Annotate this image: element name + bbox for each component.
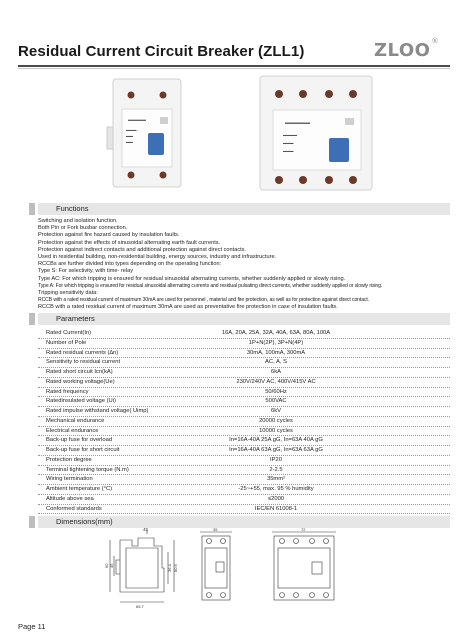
svg-text:▬▬▬▬▬: ▬▬▬▬▬: [285, 120, 310, 126]
function-line: Type AC: For which tripping is ensured for residual sinusoidal alternating currents, whether suddenly applied or slowly rising.: [38, 275, 346, 282]
terminal-screw: [349, 90, 357, 98]
outline-4p: [274, 536, 334, 600]
param-value: In=16A-40A 63A gG, In=63A 63A gG: [229, 447, 323, 453]
table-row: [38, 358, 450, 368]
profile-outline: [120, 538, 164, 592]
din-rail: [116, 560, 120, 574]
terminal-screw: [299, 90, 307, 98]
dimensions-heading-bar: [38, 516, 450, 528]
param-value: 500VAC: [265, 398, 287, 405]
param-name: Conformed standards: [46, 505, 102, 512]
param-value: 10000 cycles: [259, 427, 293, 434]
parameters-heading-bar: [38, 313, 450, 325]
terminal-screw: [349, 176, 357, 184]
svg-text:▬▬▬▬: ▬▬▬▬: [128, 117, 146, 122]
param-name: Ambient temperature (°C): [46, 486, 113, 492]
terminal-screw: [128, 92, 135, 99]
param-value: IEC/EN 61008-1: [254, 505, 298, 512]
param-value: 6kA: [271, 369, 281, 375]
table-row: [38, 505, 450, 515]
param-value: 50/60Hz: [265, 388, 287, 395]
terminal-screw: [299, 176, 307, 184]
test-button: [160, 117, 168, 124]
function-line: Protection against indirect contacts and additional protection against direct contacts.: [38, 246, 247, 253]
param-value: 16A, 20A, 25A, 32A, 40A, 63A, 80A, 100A: [221, 330, 331, 336]
param-name: Wiring termination: [46, 476, 93, 483]
table-row: [38, 466, 450, 476]
functions-text: [38, 218, 450, 312]
dim-label-h1: 90: [104, 563, 109, 568]
toggle-knob: [148, 133, 164, 155]
function-line: Type S: For selectivity, with time- relay: [38, 268, 134, 275]
svg-text:▬▬▬: ▬▬▬: [283, 141, 294, 145]
dim-label-w1: 45: [143, 527, 149, 532]
table-row: [38, 495, 450, 505]
brand-logo: ZLOO®: [374, 37, 439, 61]
function-line: RCCB with a rated residual current of maximum 30mA are used as preventative fire protection in case of insulation faults.: [38, 304, 338, 311]
table-row: [38, 397, 450, 407]
table-row: [38, 475, 450, 485]
table-row: [38, 378, 450, 388]
param-name: Ratedinsulated voltage (Ui): [46, 398, 116, 405]
param-name: Altitude above sea: [46, 495, 94, 502]
table-row: [38, 339, 450, 349]
page-title: Residual Current Circuit Breaker (ZLL1): [18, 43, 305, 60]
table-row: [38, 446, 450, 456]
function-line: RCCB with a rated residual current of maximum 30mA are used for personnel , material and fire protection, as well as for protection against direct contact.: [38, 297, 370, 304]
profile-inner: [126, 548, 158, 588]
dimension-drawing-2p: [196, 528, 236, 610]
param-value: 30mA, 100mA, 300mA: [246, 349, 306, 356]
test-button: [345, 118, 354, 125]
function-line: Switching and isolation function.: [38, 218, 118, 224]
product-image-4p: [255, 72, 380, 200]
function-line: Type A: For which tripping is ensured for residual sinusoidal alternating currents and residual pulsating direct currents, whether suddenly applied or slowly rising.: [38, 282, 383, 289]
param-value: 2-2.5: [269, 466, 283, 473]
param-name: Number of Pole: [46, 339, 87, 346]
terminal-screw: [275, 176, 283, 184]
svg-text:▬▬: ▬▬: [126, 140, 133, 144]
functions-heading: Functions: [56, 204, 89, 213]
param-value: 230V/240V AC, 400V/415V AC: [236, 378, 316, 385]
page-number: Page 11: [18, 622, 46, 631]
param-name: Electrical endurance: [46, 427, 99, 434]
function-line: Protection against the effects of sinusoidal alternating earth fault currents.: [38, 239, 221, 246]
param-name: Mechanical endurance: [46, 417, 105, 424]
param-name: Rated short circuit Icn(kA): [46, 369, 113, 375]
param-name: Rated frequency: [46, 388, 89, 395]
svg-text:▬▬▬: ▬▬▬: [283, 149, 294, 153]
param-name: Back-up fuse for short circuit: [46, 447, 120, 453]
dim-label-h3: 36.4: [167, 564, 172, 572]
table-row: [38, 349, 450, 359]
param-value: ≤2000: [267, 495, 285, 502]
table-row: [38, 388, 450, 398]
section-marker: [29, 203, 35, 215]
param-value: -25~+55, max. 95 % humidity: [238, 486, 314, 492]
param-name: Protection degree: [46, 456, 92, 463]
product-image-2p: [98, 75, 198, 195]
dimension-drawing-side: [92, 528, 202, 610]
param-name: Sensitivity to residual current: [46, 359, 121, 366]
svg-text:▬▬: ▬▬: [126, 134, 133, 138]
param-value: AC, A, S: [265, 359, 287, 366]
param-name: Back-up fuse for overload: [46, 437, 113, 444]
terminal-screw: [275, 90, 283, 98]
terminal-screw: [160, 172, 167, 179]
terminal-screw: [160, 92, 167, 99]
dim-label-d1: 65.7: [136, 604, 144, 609]
title-rule: [18, 65, 450, 67]
svg-text:▬▬▬▬: ▬▬▬▬: [283, 133, 297, 137]
svg-text:▬▬▬: ▬▬▬: [126, 128, 137, 132]
function-line: Both Pin or Fork busbar connection.: [38, 225, 128, 232]
section-marker: [29, 516, 35, 528]
dimension-drawing-4p: [268, 528, 340, 610]
section-marker: [29, 313, 35, 325]
function-line: Tripping sensitivity data:: [38, 290, 98, 297]
table-row: [38, 329, 450, 339]
table-row: [38, 436, 450, 446]
terminal-screw: [325, 90, 333, 98]
table-row: [38, 407, 450, 417]
param-value: 35mm²: [266, 476, 286, 483]
parameters-heading: Parameters: [56, 314, 95, 323]
param-name: Rated impulse withstand voltage( Uimp): [46, 408, 149, 414]
param-value: 6kV: [271, 408, 281, 414]
function-line: RCCBs are further divided into types depending on the operating function:: [38, 261, 222, 268]
table-row: [38, 456, 450, 466]
table-row: [38, 427, 450, 437]
dim-label-w3: 72: [301, 528, 306, 532]
parameters-table: [38, 329, 450, 514]
param-name: Rated residual currents (∆n): [46, 349, 119, 356]
title-rule-thin: [18, 68, 450, 69]
param-name: Rated working voltage(Ue): [46, 378, 115, 385]
param-value: In=16A-40A 25A gG, In=63A 40A gG: [229, 437, 323, 444]
dim-label-h2: 45: [109, 563, 114, 568]
terminal-screw: [325, 176, 333, 184]
param-name: Terminal tightening torque (N.m): [46, 466, 129, 473]
terminal-screw: [128, 172, 135, 179]
param-value: IP20: [270, 456, 282, 463]
param-name: Rated Current(In): [46, 330, 92, 336]
toggle-knob: [329, 138, 349, 162]
dim-label-w2: 35: [213, 528, 218, 532]
table-row: [38, 368, 450, 378]
side-clip: [107, 127, 113, 149]
param-value: 20000 cycles: [259, 417, 293, 424]
table-row: [38, 417, 450, 427]
dim-label-h4: 80.6: [173, 564, 178, 572]
dimensions-heading: Dimensions(mm): [56, 517, 113, 526]
table-row: [38, 485, 450, 495]
function-line: Used in residential building, non-residential building, energy sources, industry and infrastructure.: [38, 254, 277, 261]
function-line: Protection against fire hazard caused by insulation faults.: [38, 232, 180, 239]
functions-heading-bar: [38, 203, 450, 215]
param-value: 1P+N(2P), 3P+N(4P): [248, 339, 304, 346]
